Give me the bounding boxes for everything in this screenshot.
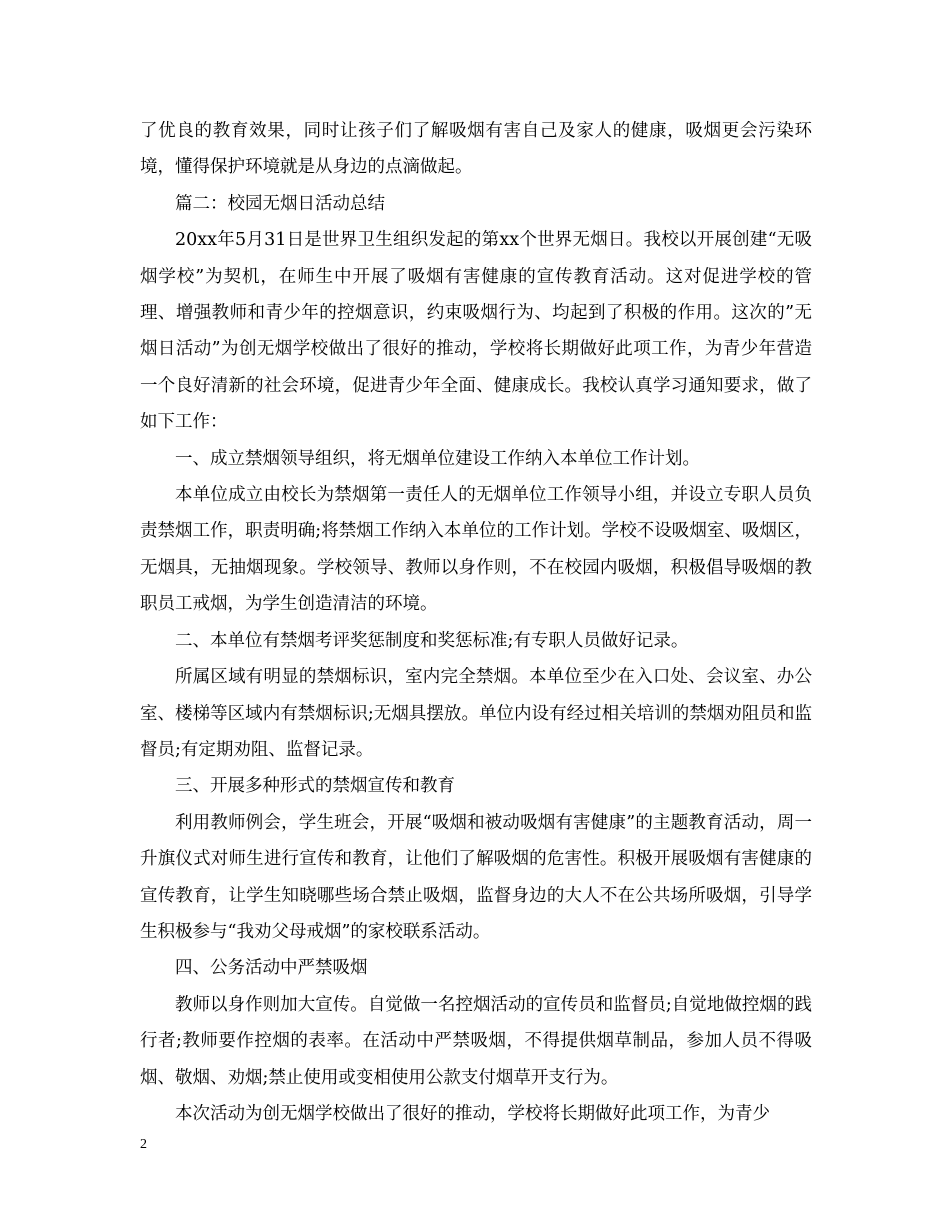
item-heading-2: 二、本单位有禁烟考评奖惩制度和奖惩标准;有专职人员做好记录。	[175, 630, 689, 651]
document-body	[140, 113, 812, 1132]
item-heading-4: 四、公务活动中严禁吸烟	[175, 958, 368, 979]
paragraph-7: 所属区域有明显的禁烟标识，室内完全禁烟。本单位至少在入口处、会议室、办公室、楼梯等区域内有禁烟标识;无烟具摆放。单位内设有经过相关培训的禁烟劝阻员和监督员;有定期劝阻、监督记录。	[140, 667, 812, 760]
paragraph-12: 本次活动为创无烟学校做出了很好的推动，学校将长期做好此项工作，为青少	[175, 1103, 770, 1124]
page-number: 2	[140, 1137, 147, 1152]
paragraph-11: 教师以身作则加大宣传。自觉做一名控烟活动的宣传员和监督员;自觉地做控烟的践行者;教师要作控烟的表率。在活动中严禁吸烟，不得提供烟草制品，参加人员不得吸烟、敬烟、劝烟;禁止使用或变相使用公款支付烟草开支行为。	[140, 994, 812, 1088]
paragraph-1: 了优良的教育效果，同时让孩子们了解吸烟有害自己及家人的健康，吸烟更会污染环境，懂得保护环境就是从身边的点滴做起。	[140, 121, 812, 178]
paragraph-9: 利用教师例会，学生班会，开展“吸烟和被动吸烟有害健康”的主题教育活动，周一升旗仪式对师生进行宣传和教育，让他们了解吸烟的危害性。积极开展吸烟有害健康的宣传教育，让学生知晓哪些场合禁止吸烟，监督身边的大人不在公共场所吸烟，引导学生积极参与“我劝父母戒烟”的家校联系活动。	[140, 812, 812, 942]
paragraph-3: 20xx年5月31日是世界卫生组织发起的第xx个世界无烟日。我校以开展创建“无吸烟学校”为契机，在师生中开展了吸烟有害健康的宣传教育活动。这对促进学校的管理、增强教师和青少年的控烟意识，约束吸烟行为、均起到了积极的作用。这次的”无烟日活动”为创无烟学校做出了很好的推动，学校将长期做好此项工作，为青少年营造一个良好清新的社会环境，促进青少年全面、健康成长。我校认真学习通知要求，做了如下工作：	[140, 230, 812, 433]
paragraph-5: 本单位成立由校长为禁烟第一责任人的无烟单位工作领导小组，并设立专职人员负责禁烟工作，职责明确;将禁烟工作纳入本单位的工作计划。学校不设吸烟室、吸烟区，无烟具，无抽烟现象。学校领导、教师以身作则，不在校园内吸烟，积极倡导吸烟的教职员工戒烟，为学生创造清洁的环境。	[140, 485, 812, 615]
item-heading-1: 一、成立禁烟领导组织，将无烟单位建设工作纳入本单位工作计划。	[175, 448, 700, 469]
section-heading-2: 篇二：校园无烟日活动总结	[175, 193, 385, 214]
item-heading-3: 三、开展多种形式的禁烟宣传和教育	[175, 776, 455, 797]
